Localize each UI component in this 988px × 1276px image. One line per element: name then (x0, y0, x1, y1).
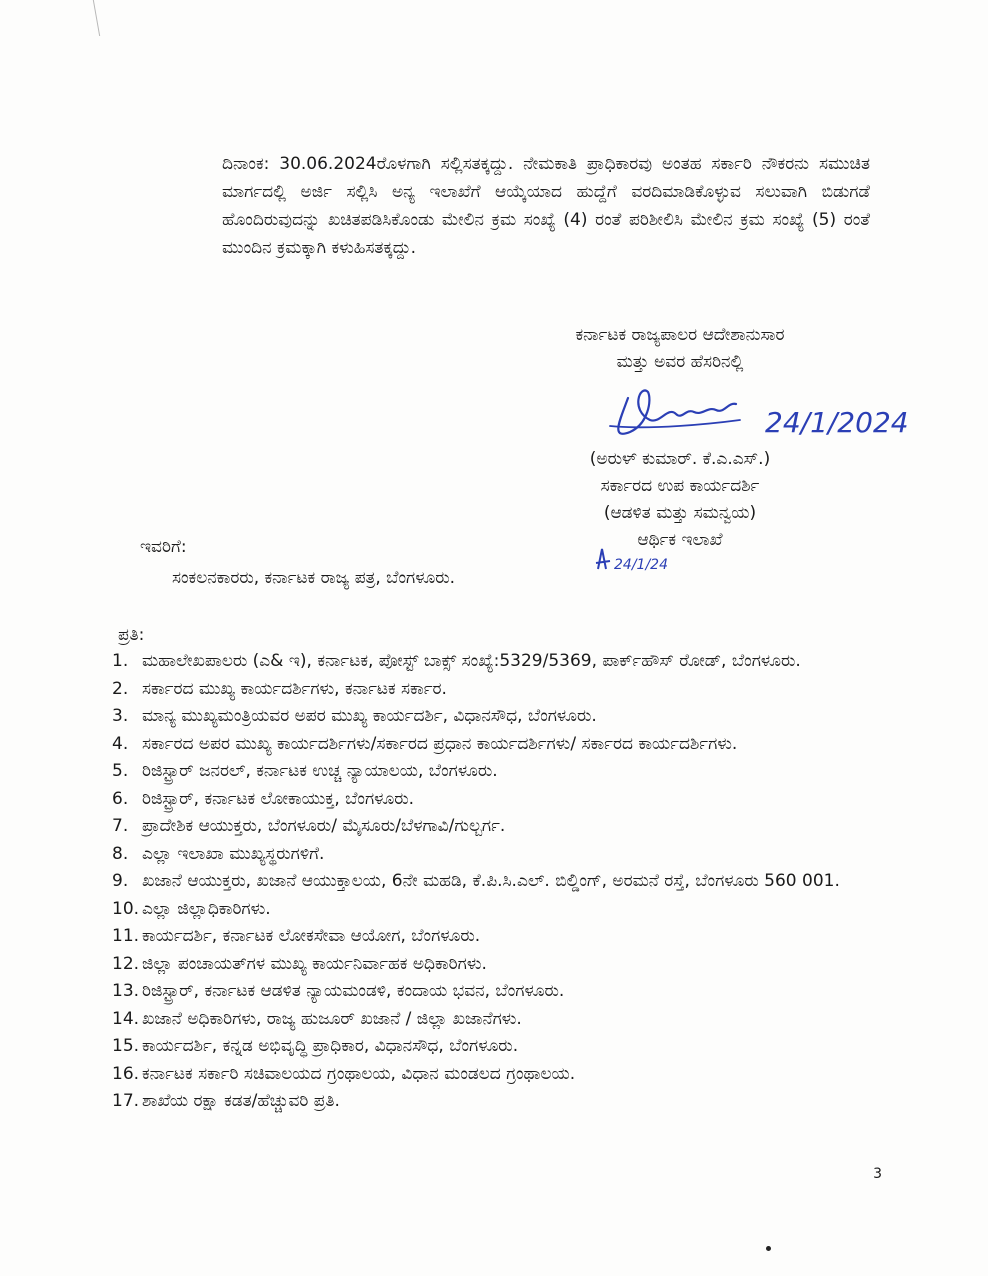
list-item-number: 9. (112, 871, 129, 891)
paper-fold-mark (93, 0, 110, 36)
to-recipient: ಸಂಕಲನಕಾರರು, ಕರ್ನಾಟಕ ರಾಜ್ಯ ಪತ್ರ, ಬೆಂಗಳೂರು. (172, 568, 456, 588)
list-item-text: ಕರ್ನಾಟಕ ಸರ್ಕಾರಿ ಸಚಿವಾಲಯದ ಗ್ರಂಥಾಲಯ, ವಿಧಾನ ಮಂಡಲದ ಗ್ರಂಥಾಲಯ. (142, 1063, 576, 1084)
list-item (112, 731, 872, 759)
list-item-text: ಖಜಾನೆ ಅಧಿಕಾರಿಗಳು, ರಾಜ್ಯ ಹುಜೂರ್ ಖಜಾನೆ / ಜಿಲ್ಲಾ ಖಜಾನೆಗಳು. (142, 1008, 522, 1029)
list-item (112, 1006, 872, 1034)
signature-date: 24/1/2024 (765, 406, 909, 439)
to-label: ಇವರಿಗೆ: (140, 537, 187, 557)
initials-date: 24/1/24 (614, 557, 668, 573)
scan-speck (766, 1246, 771, 1251)
list-item (112, 703, 872, 731)
copy-list (112, 648, 872, 1116)
order-by-line-2: ಮತ್ತು ಅವರ ಹೆಸರಿನಲ್ಲಿ (616, 352, 744, 372)
list-item-text: ಖಜಾನೆ ಆಯುಕ್ತರು, ಖಜಾನೆ ಆಯುಕ್ತಾಲಯ, 6ನೇ ಮಹಡಿ, ಕೆ.ಪಿ.ಸಿ.ಎಲ್. ಬಿಲ್ಡಿಂಗ್, ಅರಮನೆ ರಸ್ತೆ, ಬೆಂಗಳೂರು 560 001. (142, 871, 840, 891)
copy-label: ಪ್ರತಿ: (118, 625, 145, 645)
list-item-number: 6. (112, 788, 129, 809)
list-item-text: ಪ್ರಾದೇಶಿಕ ಆಯುಕ್ತರು, ಬೆಂಗಳೂರು/ ಮೈಸೂರು/ಬೆಳಗಾವಿ/ಗುಲ್ಬರ್ಗ. (142, 816, 506, 836)
officer-department: ಆರ್ಥಿಕ ಇಲಾಖೆ (637, 530, 723, 550)
list-item (112, 896, 872, 924)
list-item (112, 813, 872, 841)
signature-icon (590, 380, 950, 450)
initials-icon (592, 543, 682, 575)
list-item (112, 758, 872, 786)
list-item-text: ಸರ್ಕಾರದ ಮುಖ್ಯ ಕಾರ್ಯದರ್ಶಿಗಳು, ಕರ್ನಾಟಕ ಸರ್ಕಾರ. (142, 678, 447, 699)
list-item-text: ಸರ್ಕಾರದ ಅಪರ ಮುಖ್ಯ ಕಾರ್ಯದರ್ಶಿಗಳು/ಸರ್ಕಾರದ ಪ್ರಧಾನ ಕಾರ್ಯದರ್ಶಿಗಳು/ ಸರ್ಕಾರದ ಕಾರ್ಯದರ್ಶಿಗಳು. (142, 733, 738, 754)
list-item-text: ಎಲ್ಲಾ ಜಿಲ್ಲಾಧಿಕಾರಿಗಳು. (142, 898, 271, 919)
officer-section: (ಆಡಳಿತ ಮತ್ತು ಸಮನ್ವಯ) (603, 503, 757, 523)
list-item-number: 3. (112, 706, 129, 726)
list-item-number: 10. (112, 898, 140, 919)
list-item (112, 868, 872, 896)
list-item-number: 5. (112, 761, 129, 781)
list-item-number: 16. (112, 1063, 140, 1084)
list-item (112, 786, 872, 814)
order-by-line-1: ಕರ್ನಾಟಕ ರಾಜ್ಯಪಾಲರ ಆದೇಶಾನುಸಾರ (575, 325, 785, 345)
list-item-text: ರಿಜಿಸ್ಟ್ರಾರ್, ಕರ್ನಾಟಕ ಲೋಕಾಯುಕ್ತ, ಬೆಂಗಳೂರು. (142, 788, 415, 809)
list-item-number: 15. (112, 1036, 140, 1056)
list-item-text: ಮಹಾಲೇಖಪಾಲರು (ಎ& ಇ), ಕರ್ನಾಟಕ, ಪೋಸ್ಟ್ ಬಾಕ್ಸ್ ಸಂಖ್ಯೆ:5329/5369, ಪಾರ್ಕ್‌ಹೌಸ್ ರೋಡ್, ಬೆಂಗಳೂರು. (142, 651, 801, 671)
list-item-number: 13. (112, 981, 140, 1001)
officer-designation: ಸರ್ಕಾರದ ಉಪ ಕಾರ್ಯದರ್ಶಿ (600, 476, 760, 496)
list-item-number: 12. (112, 953, 140, 974)
list-item-number: 4. (112, 733, 129, 754)
list-item-text: ಜಿಲ್ಲಾ ಪಂಚಾಯತ್‌ಗಳ ಮುಖ್ಯ ಕಾರ್ಯನಿರ್ವಾಹಕ ಅಧಿಕಾರಿಗಳು. (142, 953, 487, 974)
list-item (112, 951, 872, 979)
officer-name: (ಅರುಳ್ ಕುಮಾರ್. ಕೆ.ಎ.ಎಸ್.) (589, 449, 771, 469)
list-item-text: ಮಾನ್ಯ ಮುಖ್ಯಮಂತ್ರಿಯವರ ಅಪರ ಮುಖ್ಯ ಕಾರ್ಯದರ್ಶಿ, ವಿಧಾನಸೌಧ, ಬೆಂಗಳೂರು. (142, 706, 597, 726)
initials-mark (592, 543, 682, 575)
list-item-number: 2. (112, 678, 129, 699)
list-item-text: ರಿಜಿಸ್ಟ್ರಾರ್ ಜನರಲ್, ಕರ್ನಾಟಕ ಉಚ್ಚ ನ್ಯಾಯಾಲಯ, ಬೆಂಗಳೂರು. (142, 761, 498, 781)
officer-block (500, 446, 860, 554)
list-item-number: 14. (112, 1008, 140, 1029)
list-item (112, 1033, 872, 1061)
list-item-number: 1. (112, 651, 129, 671)
list-item-text: ಕಾರ್ಯದರ್ಶಿ, ಕನ್ನಡ ಅಭಿವೃದ್ಧಿ ಪ್ರಾಧಿಕಾರ, ವಿಧಾನಸೌಧ, ಬೆಂಗಳೂರು. (142, 1036, 519, 1056)
list-item (112, 1061, 872, 1089)
list-item-text: ಎಲ್ಲಾ ಇಲಾಖಾ ಮುಖ್ಯಸ್ಥರುಗಳಿಗೆ. (142, 843, 325, 864)
page-number: 3 (873, 1166, 882, 1182)
list-item (112, 676, 872, 704)
list-item-text: ರಿಜಿಸ್ಟ್ರಾರ್, ಕರ್ನಾಟಕ ಆಡಳಿತ ನ್ಯಾಯಮಂಡಳಿ, ಕಂದಾಯ ಭವನ, ಬೆಂಗಳೂರು. (142, 981, 565, 1001)
list-item-number: 11. (112, 926, 140, 946)
list-item (112, 978, 872, 1006)
list-item (112, 648, 872, 676)
list-item-text: ಕಾರ್ಯದರ್ಶಿ, ಕರ್ನಾಟಕ ಲೋಕಸೇವಾ ಆಯೋಗ, ಬೆಂಗಳೂರು. (142, 926, 481, 946)
handwritten-signature (590, 380, 950, 450)
list-item (112, 1088, 872, 1116)
list-item-text: ಶಾಖೆಯ ರಕ್ಷಾ ಕಡತ/ಹೆಚ್ಚುವರಿ ಪ್ರತಿ. (142, 1091, 340, 1111)
list-item (112, 923, 872, 951)
body-paragraph: ದಿನಾಂಕ: 30.06.2024ರೊಳಗಾಗಿ ಸಲ್ಲಿಸತಕ್ಕದ್ದು. ನೇಮಕಾತಿ ಪ್ರಾಧಿಕಾರವು ಅಂತಹ ಸರ್ಕಾರಿ ನೌಕರನು ಸಮುಚಿತ ಮಾರ್ಗದಲ್ಲಿ ಅರ್ಜಿ ಸಲ್ಲಿಸಿ ಅನ್ಯ ಇಲಾಖೆಗೆ ಆಯ್ಕೆಯಾದ ಹುದ್ದೆಗೆ ವರದಿಮಾಡಿಕೊಳ್ಳುವ ಸಲುವಾಗಿ ಬಿಡುಗಡೆ ಹೊಂದಿರುವುದನ್ನು ಖಚಿತಪಡಿಸಿಕೊಂಡು ಮೇಲಿನ ಕ್ರಮ ಸಂಖ್ಯೆ (4) ರಂತೆ ಪರಿಶೀಲಿಸಿ ಮೇಲಿನ ಕ್ರಮ ಸಂಖ್ಯೆ (5) ರಂತೆ ಮುಂದಿನ ಕ್ರಮಕ್ಕಾಗಿ ಕಳುಹಿಸತಕ್ಕದ್ದು. (222, 154, 870, 258)
list-item-number: 17. (112, 1091, 140, 1111)
order-by-block (500, 322, 860, 376)
list-item-number: 8. (112, 843, 129, 864)
list-item (112, 841, 872, 869)
list-item-number: 7. (112, 816, 129, 836)
